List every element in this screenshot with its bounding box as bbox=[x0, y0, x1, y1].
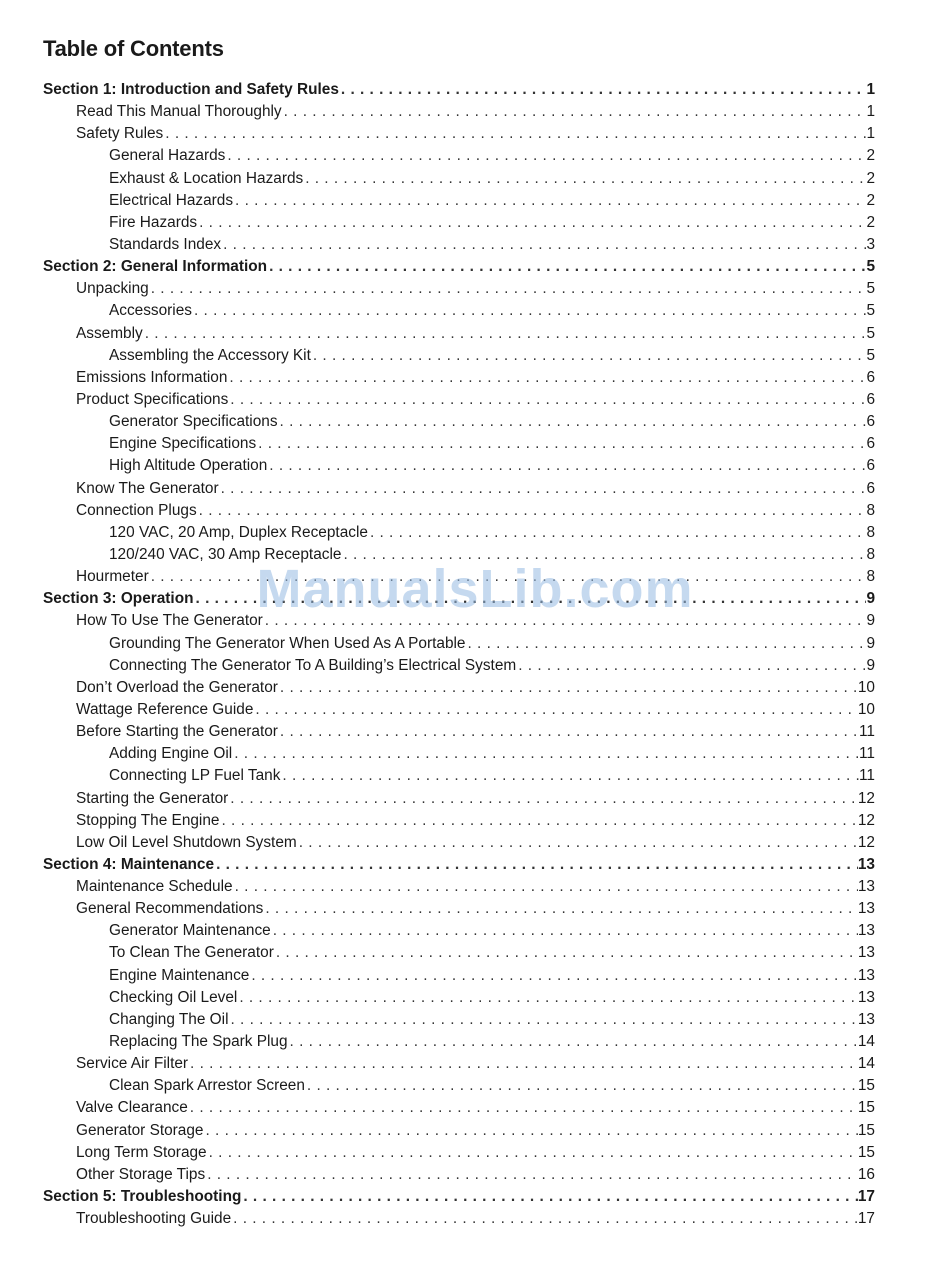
toc-entry[interactable] bbox=[43, 1053, 875, 1075]
dot-leader bbox=[221, 234, 866, 256]
toc-entry[interactable] bbox=[43, 1208, 875, 1230]
watermark: ManualsLib.com bbox=[256, 559, 694, 619]
dot-leader bbox=[232, 743, 859, 765]
toc-entry[interactable] bbox=[43, 367, 875, 389]
toc-entry[interactable] bbox=[43, 500, 875, 522]
dot-leader bbox=[249, 965, 858, 987]
toc-entry-label[interactable]: Service Air Filter bbox=[76, 1055, 189, 1073]
toc-entry-label[interactable]: Section 5: Troubleshooting bbox=[43, 1188, 242, 1206]
dot-leader bbox=[197, 212, 866, 234]
toc-subentry[interactable] bbox=[43, 145, 875, 167]
dot-leader bbox=[278, 411, 867, 433]
dot-leader bbox=[228, 389, 866, 411]
toc-page-number[interactable]: 13 bbox=[857, 878, 875, 896]
page-title: Table of Contents bbox=[43, 36, 224, 61]
toc-page-number[interactable]: 8 bbox=[866, 501, 875, 519]
toc-entry-label[interactable]: Low Oil Level Shutdown System bbox=[76, 833, 297, 851]
toc-page-number[interactable]: 13 bbox=[857, 988, 875, 1006]
toc-entry[interactable] bbox=[43, 832, 875, 854]
dot-leader bbox=[267, 256, 866, 278]
toc-entry-label[interactable]: Exhaust & Location Hazards bbox=[109, 169, 304, 187]
toc-subentry[interactable] bbox=[43, 300, 875, 322]
toc-page-number[interactable]: 15 bbox=[857, 1143, 875, 1161]
toc-page-number[interactable]: 12 bbox=[857, 789, 875, 807]
toc-entry[interactable] bbox=[43, 810, 875, 832]
dot-leader bbox=[311, 345, 867, 367]
dot-leader bbox=[143, 323, 867, 345]
toc-page-number[interactable]: 2 bbox=[866, 169, 875, 187]
toc-entry[interactable] bbox=[43, 566, 875, 588]
toc-page-number[interactable]: 5 bbox=[866, 324, 875, 342]
toc-subentry[interactable] bbox=[43, 965, 875, 987]
toc-page-number[interactable]: 17 bbox=[857, 1210, 875, 1228]
toc-page-number[interactable]: 9 bbox=[866, 656, 875, 674]
toc-page-number[interactable]: 9 bbox=[866, 590, 875, 608]
toc-subentry[interactable] bbox=[43, 345, 875, 367]
toc-page-number[interactable]: 13 bbox=[857, 922, 875, 940]
toc-entry[interactable] bbox=[43, 610, 875, 632]
dot-leader bbox=[231, 1208, 858, 1230]
toc-entry[interactable] bbox=[43, 389, 875, 411]
toc-entry-label[interactable]: Grounding The Generator When Used As A Portable bbox=[109, 634, 466, 652]
dot-leader bbox=[205, 1164, 858, 1186]
toc-entry-label[interactable]: Standards Index bbox=[109, 235, 222, 253]
toc-entry-label[interactable]: Assembling the Accessory Kit bbox=[109, 346, 311, 364]
dot-leader bbox=[219, 810, 857, 832]
toc-page-number[interactable]: 2 bbox=[866, 191, 875, 209]
dot-leader bbox=[465, 633, 866, 655]
toc-entry-label[interactable]: Generator Specifications bbox=[109, 413, 278, 431]
dot-leader bbox=[233, 190, 866, 212]
toc-entry-label[interactable]: Unpacking bbox=[76, 280, 149, 298]
toc-page-number[interactable]: 12 bbox=[857, 811, 875, 829]
toc-page-number[interactable]: 14 bbox=[857, 1033, 875, 1051]
toc-entry-label[interactable]: Before Starting the Generator bbox=[76, 723, 278, 741]
toc-page-number[interactable]: 15 bbox=[857, 1099, 875, 1117]
toc-entry-label[interactable]: Long Term Storage bbox=[76, 1143, 207, 1161]
toc-page-number[interactable]: 11 bbox=[859, 723, 875, 741]
toc-subentry[interactable] bbox=[43, 168, 875, 190]
toc-page-number[interactable]: 11 bbox=[859, 745, 875, 763]
toc-entry-label[interactable]: Clean Spark Arrestor Screen bbox=[109, 1077, 305, 1095]
dot-leader bbox=[278, 721, 859, 743]
dot-leader bbox=[188, 1097, 858, 1119]
toc-entry-label[interactable]: Stopping The Engine bbox=[76, 811, 220, 829]
toc-entry-label[interactable]: Wattage Reference Guide bbox=[76, 700, 254, 718]
toc-entry-label[interactable]: Valve Clearance bbox=[76, 1099, 188, 1117]
toc-entry-label[interactable]: Generator Maintenance bbox=[109, 922, 271, 940]
toc-entry[interactable] bbox=[43, 721, 875, 743]
toc-entry-label[interactable]: Changing The Oil bbox=[109, 1010, 229, 1028]
dot-leader bbox=[194, 588, 867, 610]
toc-page-number[interactable]: 6 bbox=[866, 413, 875, 431]
toc-section-entry[interactable] bbox=[43, 79, 875, 101]
toc-entry-label[interactable]: Section 4: Maintenance bbox=[43, 855, 215, 873]
toc-subentry[interactable] bbox=[43, 765, 875, 787]
toc-page-number[interactable]: 6 bbox=[866, 368, 875, 386]
toc-subentry[interactable] bbox=[43, 743, 875, 765]
toc-entry-label[interactable]: Checking Oil Level bbox=[109, 988, 238, 1006]
toc-entry-label[interactable]: Fire Hazards bbox=[109, 213, 198, 231]
toc-entry-label[interactable]: Read This Manual Thoroughly bbox=[76, 103, 282, 121]
dot-leader bbox=[278, 677, 858, 699]
toc-entry[interactable] bbox=[43, 699, 875, 721]
dot-leader bbox=[305, 1075, 858, 1097]
toc-section-entry[interactable] bbox=[43, 256, 875, 278]
dot-leader bbox=[149, 278, 867, 300]
toc-entry-label[interactable]: Section 3: Operation bbox=[43, 590, 194, 608]
toc-entry-label[interactable]: Maintenance Schedule bbox=[76, 878, 233, 896]
toc-page-number[interactable]: 5 bbox=[866, 346, 875, 364]
toc-entry-label[interactable]: General Hazards bbox=[109, 147, 226, 165]
dot-leader bbox=[282, 101, 867, 123]
dot-leader bbox=[263, 610, 867, 632]
toc-entry-label[interactable]: Connecting The Generator To A Building’s Electrical System bbox=[109, 656, 517, 674]
toc-subentry[interactable] bbox=[43, 1031, 875, 1053]
toc-entry-label[interactable]: Electrical Hazards bbox=[109, 191, 234, 209]
dot-leader bbox=[228, 788, 858, 810]
toc-page-number[interactable]: 8 bbox=[866, 568, 875, 586]
toc-page-number[interactable]: 1 bbox=[866, 103, 875, 121]
toc-entry-label[interactable]: Generator Storage bbox=[76, 1121, 204, 1139]
dot-leader bbox=[297, 832, 858, 854]
toc-page-number[interactable]: 13 bbox=[857, 944, 875, 962]
toc-subentry[interactable] bbox=[43, 1009, 875, 1031]
dot-leader bbox=[267, 455, 866, 477]
toc-entry[interactable] bbox=[43, 677, 875, 699]
toc-page-number[interactable]: 5 bbox=[866, 302, 875, 320]
dot-leader bbox=[241, 1186, 858, 1208]
toc-entry[interactable] bbox=[43, 1120, 875, 1142]
dot-leader bbox=[280, 765, 859, 787]
toc-page-number[interactable]: 5 bbox=[866, 280, 875, 298]
table-of-contents bbox=[43, 79, 875, 1230]
dot-leader bbox=[253, 699, 857, 721]
toc-entry-label[interactable]: To Clean The Generator bbox=[109, 944, 274, 962]
toc-page-number[interactable]: 13 bbox=[857, 1010, 875, 1028]
toc-entry-label[interactable]: Section 1: Introduction and Safety Rules bbox=[43, 81, 339, 98]
toc-page-number[interactable]: 8 bbox=[866, 545, 875, 563]
toc-page-number[interactable]: 9 bbox=[866, 634, 875, 652]
dot-leader bbox=[271, 920, 858, 942]
toc-entry-label[interactable]: Safety Rules bbox=[76, 125, 164, 143]
toc-entry-label[interactable]: Adding Engine Oil bbox=[109, 745, 233, 763]
toc-entry-label[interactable]: Assembly bbox=[76, 324, 143, 342]
toc-entry-label[interactable]: Don’t Overload the Generator bbox=[76, 678, 278, 696]
toc-subentry[interactable] bbox=[43, 455, 875, 477]
toc-entry[interactable] bbox=[43, 898, 875, 920]
toc-page-number[interactable]: 13 bbox=[857, 966, 875, 984]
toc-page-number[interactable]: 15 bbox=[857, 1121, 875, 1139]
toc-subentry[interactable] bbox=[43, 190, 875, 212]
toc-page-number[interactable]: 2 bbox=[866, 147, 875, 165]
dot-leader bbox=[229, 1009, 858, 1031]
toc-entry-label[interactable]: Engine Specifications bbox=[109, 435, 257, 453]
toc-page-number[interactable]: 15 bbox=[857, 1077, 875, 1095]
toc-page-number[interactable]: 3 bbox=[866, 235, 875, 253]
toc-page-number[interactable]: 13 bbox=[857, 900, 875, 918]
toc-page-number[interactable]: 16 bbox=[857, 1165, 875, 1183]
toc-entry-label[interactable]: Starting the Generator bbox=[76, 789, 229, 807]
toc-section-entry[interactable] bbox=[43, 588, 875, 610]
toc-entry-label[interactable]: 120/240 VAC, 30 Amp Receptacle bbox=[109, 545, 342, 563]
toc-page-number[interactable]: 8 bbox=[866, 523, 875, 541]
toc-entry-label[interactable]: Connection Plugs bbox=[76, 501, 197, 519]
toc-page-number[interactable]: 10 bbox=[857, 700, 875, 718]
dot-leader bbox=[288, 1031, 858, 1053]
toc-entry-label[interactable]: How To Use The Generator bbox=[76, 612, 263, 630]
toc-entry-label[interactable]: Product Specifications bbox=[76, 390, 229, 408]
toc-entry-label[interactable]: Other Storage Tips bbox=[76, 1165, 206, 1183]
toc-section-entry[interactable] bbox=[43, 1186, 875, 1208]
toc-page-number[interactable]: 1 bbox=[866, 81, 875, 98]
dot-leader bbox=[368, 522, 867, 544]
toc-page-number[interactable]: 11 bbox=[859, 767, 875, 785]
toc-entry-label[interactable]: Replacing The Spark Plug bbox=[109, 1033, 288, 1051]
dot-leader bbox=[303, 168, 866, 190]
dot-leader bbox=[339, 79, 867, 101]
toc-subentry[interactable] bbox=[43, 212, 875, 234]
toc-entry[interactable] bbox=[43, 1097, 875, 1119]
toc-entry[interactable] bbox=[43, 123, 875, 145]
toc-entry-label[interactable]: Emissions Information bbox=[76, 368, 228, 386]
dot-leader bbox=[274, 942, 858, 964]
dot-leader bbox=[214, 854, 858, 876]
toc-page-number[interactable]: 17 bbox=[857, 1188, 875, 1206]
toc-subentry[interactable] bbox=[43, 987, 875, 1009]
dot-leader bbox=[192, 300, 866, 322]
toc-subentry[interactable] bbox=[43, 920, 875, 942]
dot-leader bbox=[188, 1053, 858, 1075]
dot-leader bbox=[233, 876, 858, 898]
toc-subentry[interactable] bbox=[43, 1075, 875, 1097]
toc-subentry[interactable] bbox=[43, 633, 875, 655]
toc-entry[interactable] bbox=[43, 278, 875, 300]
dot-leader bbox=[149, 566, 867, 588]
dot-leader bbox=[227, 367, 866, 389]
toc-page-number[interactable]: 5 bbox=[866, 258, 875, 276]
toc-page-number[interactable]: 9 bbox=[866, 612, 875, 630]
toc-entry-label[interactable]: Know The Generator bbox=[76, 479, 219, 497]
toc-entry-label[interactable]: Hourmeter bbox=[76, 568, 149, 586]
toc-page-number[interactable]: 6 bbox=[866, 457, 875, 475]
toc-subentry[interactable] bbox=[43, 544, 875, 566]
toc-entry[interactable] bbox=[43, 1142, 875, 1164]
toc-page-number[interactable]: 6 bbox=[866, 479, 875, 497]
toc-entry-label[interactable]: Accessories bbox=[109, 302, 192, 320]
toc-entry[interactable] bbox=[43, 101, 875, 123]
toc-page-number[interactable]: 10 bbox=[857, 678, 875, 696]
dot-leader bbox=[203, 1120, 857, 1142]
dot-leader bbox=[163, 123, 866, 145]
toc-entry[interactable] bbox=[43, 1164, 875, 1186]
toc-entry[interactable] bbox=[43, 876, 875, 898]
toc-entry-label[interactable]: Troubleshooting Guide bbox=[76, 1210, 232, 1228]
toc-entry[interactable] bbox=[43, 478, 875, 500]
toc-subentry[interactable] bbox=[43, 433, 875, 455]
dot-leader bbox=[237, 987, 858, 1009]
toc-entry[interactable] bbox=[43, 788, 875, 810]
dot-leader bbox=[225, 145, 866, 167]
toc-subentry[interactable] bbox=[43, 411, 875, 433]
toc-section-entry[interactable] bbox=[43, 854, 875, 876]
toc-page-number[interactable]: 14 bbox=[857, 1055, 875, 1073]
toc-entry[interactable] bbox=[43, 323, 875, 345]
dot-leader bbox=[219, 478, 867, 500]
toc-entry-label[interactable]: General Recommendations bbox=[76, 900, 264, 918]
toc-entry-label[interactable]: 120 VAC, 20 Amp, Duplex Receptacle bbox=[109, 523, 368, 541]
toc-entry-label[interactable]: Section 2: General Information bbox=[43, 258, 268, 276]
toc-page-number[interactable]: 12 bbox=[857, 833, 875, 851]
toc-entry-label[interactable]: Connecting LP Fuel Tank bbox=[109, 767, 281, 785]
toc-page-number[interactable]: 6 bbox=[866, 390, 875, 408]
toc-page-number[interactable]: 6 bbox=[866, 435, 875, 453]
dot-leader bbox=[263, 898, 858, 920]
toc-subentry[interactable] bbox=[43, 522, 875, 544]
toc-subentry[interactable] bbox=[43, 234, 875, 256]
dot-leader bbox=[207, 1142, 858, 1164]
toc-page-number[interactable]: 2 bbox=[866, 213, 875, 231]
toc-entry-label[interactable]: High Altitude Operation bbox=[109, 457, 268, 475]
toc-subentry[interactable] bbox=[43, 655, 875, 677]
toc-entry-label[interactable]: Engine Maintenance bbox=[109, 966, 250, 984]
dot-leader bbox=[256, 433, 866, 455]
toc-subentry[interactable] bbox=[43, 942, 875, 964]
toc-page-number[interactable]: 1 bbox=[866, 125, 875, 143]
dot-leader bbox=[516, 655, 866, 677]
dot-leader bbox=[197, 500, 867, 522]
dot-leader bbox=[341, 544, 866, 566]
toc-page-number[interactable]: 13 bbox=[857, 855, 875, 873]
